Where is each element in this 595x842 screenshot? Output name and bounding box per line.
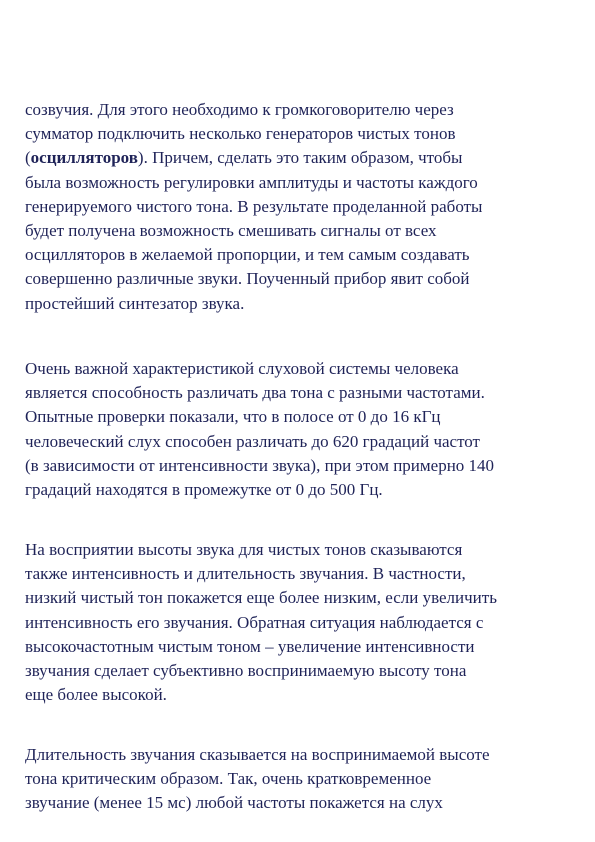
text-line: Очень важной характеристикой слуховой системы человека: [25, 359, 459, 378]
text-line: осцилляторов в желаемой пропорции, и тем самым создавать: [25, 245, 470, 265]
text-line: совершенно различные звуки. Поученный прибор явит собой: [25, 269, 470, 289]
text-line: (в зависимости от интенсивности звука), при этом примерно 140: [25, 455, 495, 475]
text-line: сумматор подключить несколько генераторов чистых тонов: [25, 124, 456, 144]
bold-term-oscillators: осцилляторов: [30, 148, 138, 168]
text-line: простейший синтезатор звука.: [25, 293, 245, 313]
paragraph-pitch-perception: [25, 538, 575, 707]
text-line: Опытные проверки показали, что в полосе от 0 до 16 кГц: [25, 407, 441, 427]
paragraph-synthesizer: [25, 98, 575, 316]
text-line: еще более высокой.: [25, 685, 167, 705]
text-line: является способность различать два тона с разными частотами.: [25, 383, 485, 403]
text-line: была возможность регулировки амплитуды и частоты каждого: [25, 172, 478, 192]
text-line: генерируемого чистого тона. В результате проделанной работы: [25, 196, 483, 216]
text-line: [25, 146, 575, 170]
text-line: интенсивность его звучания. Обратная ситуация наблюдается с: [25, 612, 484, 632]
text-line: низкий чистый тон покажется еще более низким, если увеличить: [25, 588, 497, 608]
text-line: высокочастотным чистым тоном – увеличение интенсивности: [25, 636, 475, 656]
paragraph-duration: [25, 743, 575, 816]
text-fragment: ). Причем, сделать это таким образом, чтобы: [137, 148, 463, 168]
text-line: человеческий слух способен различать до 620 градаций частот: [25, 431, 480, 451]
text-line: На восприятии высоты звука для чистых тонов сказываются: [25, 540, 463, 559]
text-line: будет получена возможность смешивать сигналы от всех: [25, 221, 437, 241]
text-line: созвучия. Для этого необходимо к громкоговорителю через: [25, 100, 454, 119]
text-line: также интенсивность и длительность звучания. В частности,: [25, 564, 466, 584]
text-line: тона критическим образом. Так, очень кратковременное: [25, 769, 432, 789]
text-fragment: (: [25, 148, 31, 168]
text-line: звучания сделает субъективно воспринимаемую высоту тона: [25, 661, 467, 681]
paragraph-frequency-discrimination: [25, 357, 575, 502]
text-line: градаций находятся в промежутке от 0 до 500 Гц.: [25, 480, 383, 500]
text-line: Длительность звучания сказывается на воспринимаемой высоте: [25, 745, 490, 764]
text-line: звучание (менее 15 мс) любой частоты покажется на слух: [25, 793, 443, 813]
